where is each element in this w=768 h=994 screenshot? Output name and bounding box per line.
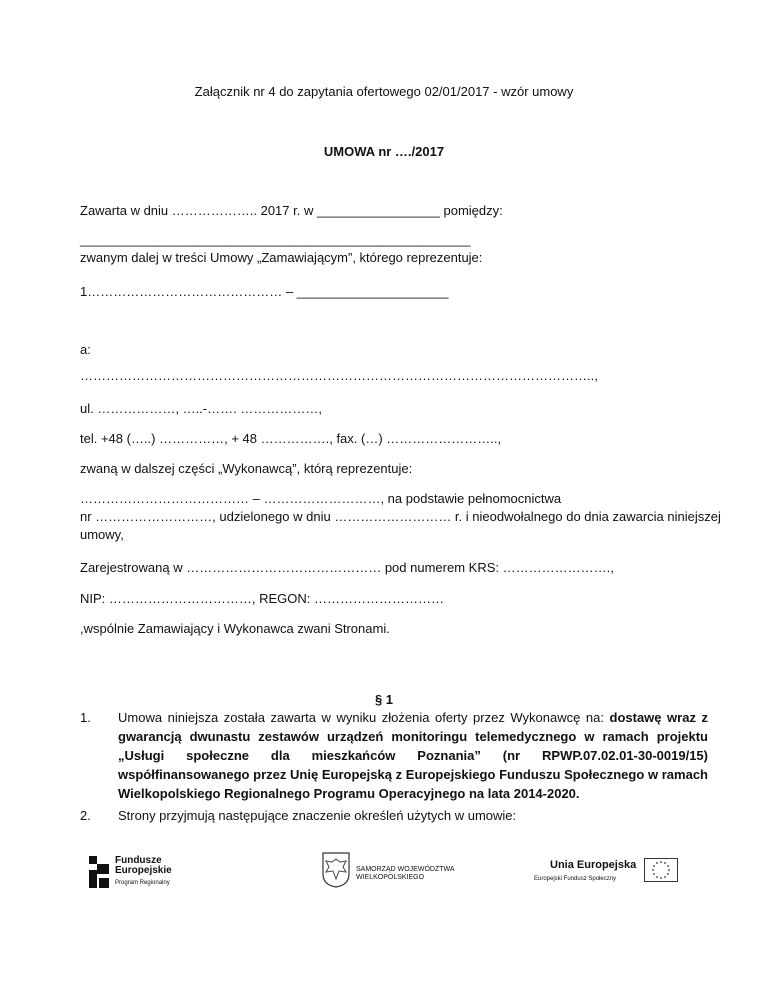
zamawiajacy-line: zwanym dalej w treści Umowy „Zamawiającym”, którego reprezentuje: <box>80 250 483 265</box>
nip-regon-line: NIP: ……………………………, REGON: ………………………… <box>80 591 445 606</box>
fe-line-2: Europejskie <box>115 865 172 876</box>
eagle-shield-icon <box>322 852 350 888</box>
power-of-attorney-line: nr ………………………, udzielonego w dniu ……………………… r. i nieodwołalnego do dnia zawarcia niniejszej <box>80 509 721 524</box>
fe-star-icon <box>89 856 111 888</box>
ue-line-2: Europejski Fundusz Społeczny <box>534 876 617 882</box>
item-2-text: Strony przyjmują następujące znaczenie określeń użytych w umowie: <box>118 808 517 823</box>
representative-line: 1……………………………………… – _____________________ <box>80 284 449 299</box>
krs-line: Zarejestrowaną w ……………………………………… pod numerem KRS: ……………………., <box>80 560 614 575</box>
item-2-number: 2. <box>80 808 91 823</box>
contract-date-line: Zawarta w dniu ……………….. 2017 r. w _________________ pomiędzy: <box>80 203 503 218</box>
eu-flag-icon <box>644 858 678 882</box>
ue-line-1: Unia Europejska <box>550 859 637 871</box>
contractor-rep-line: ………………………………… – ………………………, na podstawie pełnomocnictwa <box>80 491 562 506</box>
blank-line: ______________________________________________________ <box>80 232 471 247</box>
samorzad-wojewodztwa-logo <box>322 852 462 892</box>
unia-europejska-logo <box>530 856 680 886</box>
contractor-name-line: ……………………………………………………………………………………………………….., <box>80 368 598 383</box>
wykonawca-line: zwaną w dalszej części „Wykonawcą”, którą reprezentuje: <box>80 461 413 476</box>
a-label: a: <box>80 342 91 357</box>
sw-line-2: WIELKOPOLSKIEGO <box>356 874 425 881</box>
contract-title: UMOWA nr …./2017 <box>323 144 445 159</box>
item-1-number: 1. <box>80 710 91 725</box>
sw-line-1: SAMORZĄD WOJEWÓDZTWA <box>356 866 455 873</box>
item-1-text <box>118 708 708 803</box>
fe-line-3: Program Regionalny <box>115 880 170 886</box>
umowy-line: umowy, <box>80 527 124 542</box>
parties-line: ,wspólnie Zamawiający i Wykonawca zwani Stronami. <box>80 621 390 636</box>
item-1-intro: Umowa niniejsza została zawarta w wyniku złożenia oferty przez Wykonawcę na: <box>118 710 604 725</box>
fe-line-1: Fundusze <box>115 855 162 866</box>
item-1-subject: dostawę wraz z gwarancją dwunastu zestawów urządzeń monitoringu telemedycznego w ramach projektu „Usługi społeczne dla mieszkańców Poznania” (nr RPWP.07.02.01-30-0019/15) współfinansowanego przez Unię Europejską z Europejskiego Funduszu Społecznego w ramach Wielkopolskiego Regionalnego Programu Operacyjnego na lata 2014-2020. <box>118 710 708 801</box>
fundusze-europejskie-logo <box>89 854 209 890</box>
section-heading: § 1 <box>374 692 394 707</box>
phone-line: tel. +48 (…..) ……………, + 48 ……………., fax. (…) …………………….., <box>80 431 502 446</box>
address-line: ul. ………………, …..-……. ………………, <box>80 401 322 416</box>
annex-header: Załącznik nr 4 do zapytania ofertowego 02/01/2017 - wzór umowy <box>194 84 574 99</box>
